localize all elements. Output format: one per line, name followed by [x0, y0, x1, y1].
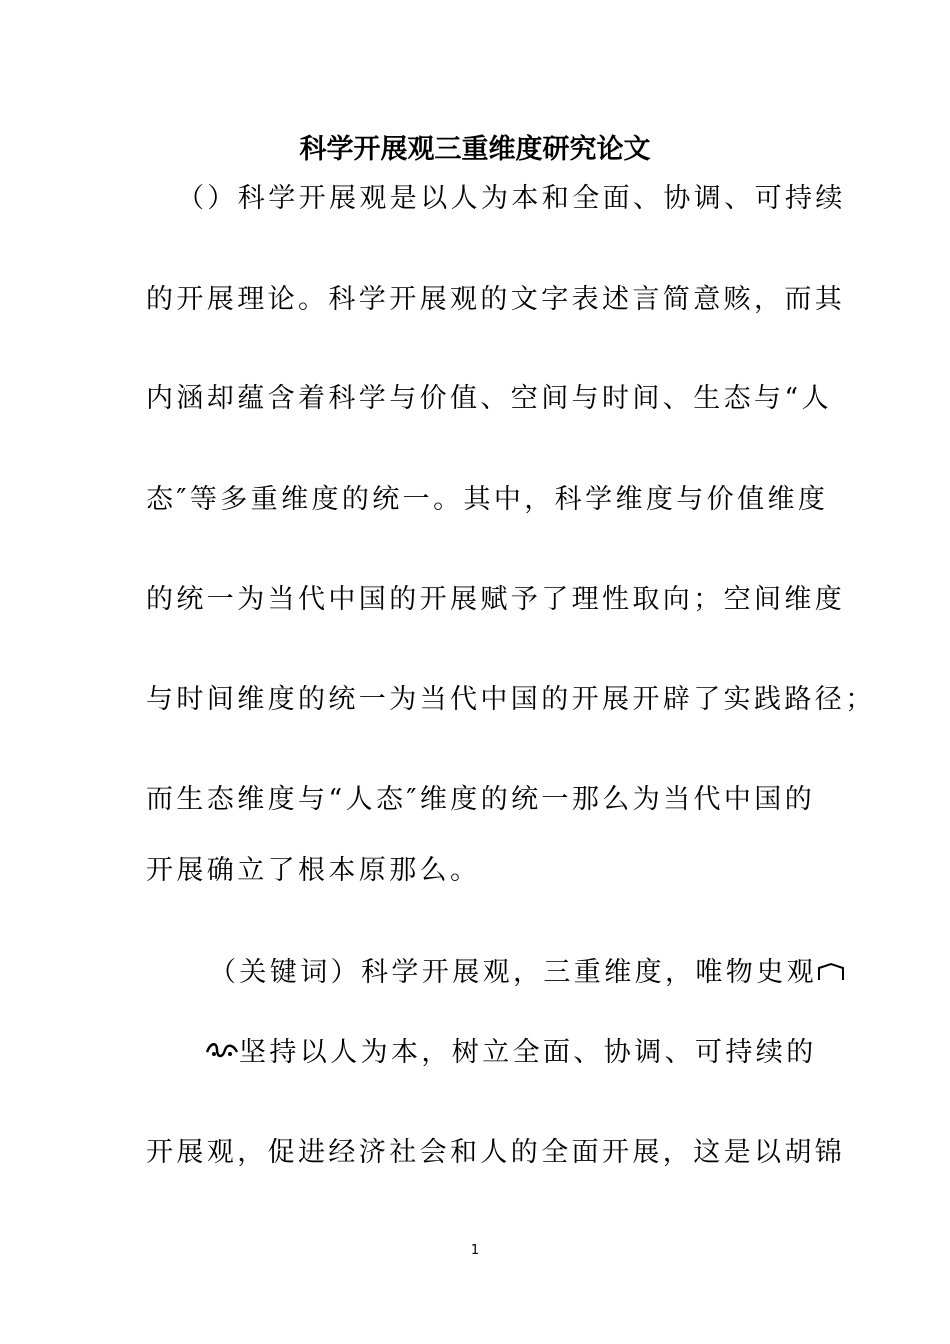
paragraph-line: 的开展理论。科学开展观的文字表述言简意赅，而其: [146, 284, 846, 315]
keywords-line: [209, 953, 845, 994]
paragraph-line: 的统一为当代中国的开展赋予了理性取向；空间维度: [146, 584, 846, 615]
paragraph-line: （）科学开展观是以人为本和全面、协调、可持续: [177, 183, 846, 214]
paragraph-text: 坚持以人为本，树立全面、协调、可持续的: [239, 1037, 817, 1068]
garbled-glyph-icon: [205, 1034, 239, 1074]
paragraph-line: 态″等多重维度的统一。其中，科学维度与价值维度: [146, 484, 829, 515]
page-number: 1: [470, 1243, 480, 1258]
paragraph-line: [205, 1033, 817, 1074]
paragraph-line: 而生态维度与“人态″维度的统一那么为当代中国的: [146, 784, 816, 815]
paragraph-line: 开展观，促进经济社会和人的全面开展，这是以胡锦: [146, 1137, 846, 1168]
document-title: 科学开展观三重维度研究论文: [299, 134, 651, 165]
garbled-glyph-icon: [817, 954, 845, 994]
paragraph-line: 内涵却蕴含着科学与价值、空间与时间、生态与“人: [146, 383, 833, 414]
keywords-text: （关键词）科学开展观，三重维度，唯物史观: [209, 957, 817, 988]
paragraph-line: 开展确立了根本原那么。: [146, 855, 481, 886]
paragraph-line: 与时间维度的统一为当代中国的开展开辟了实践路径；: [146, 684, 876, 715]
